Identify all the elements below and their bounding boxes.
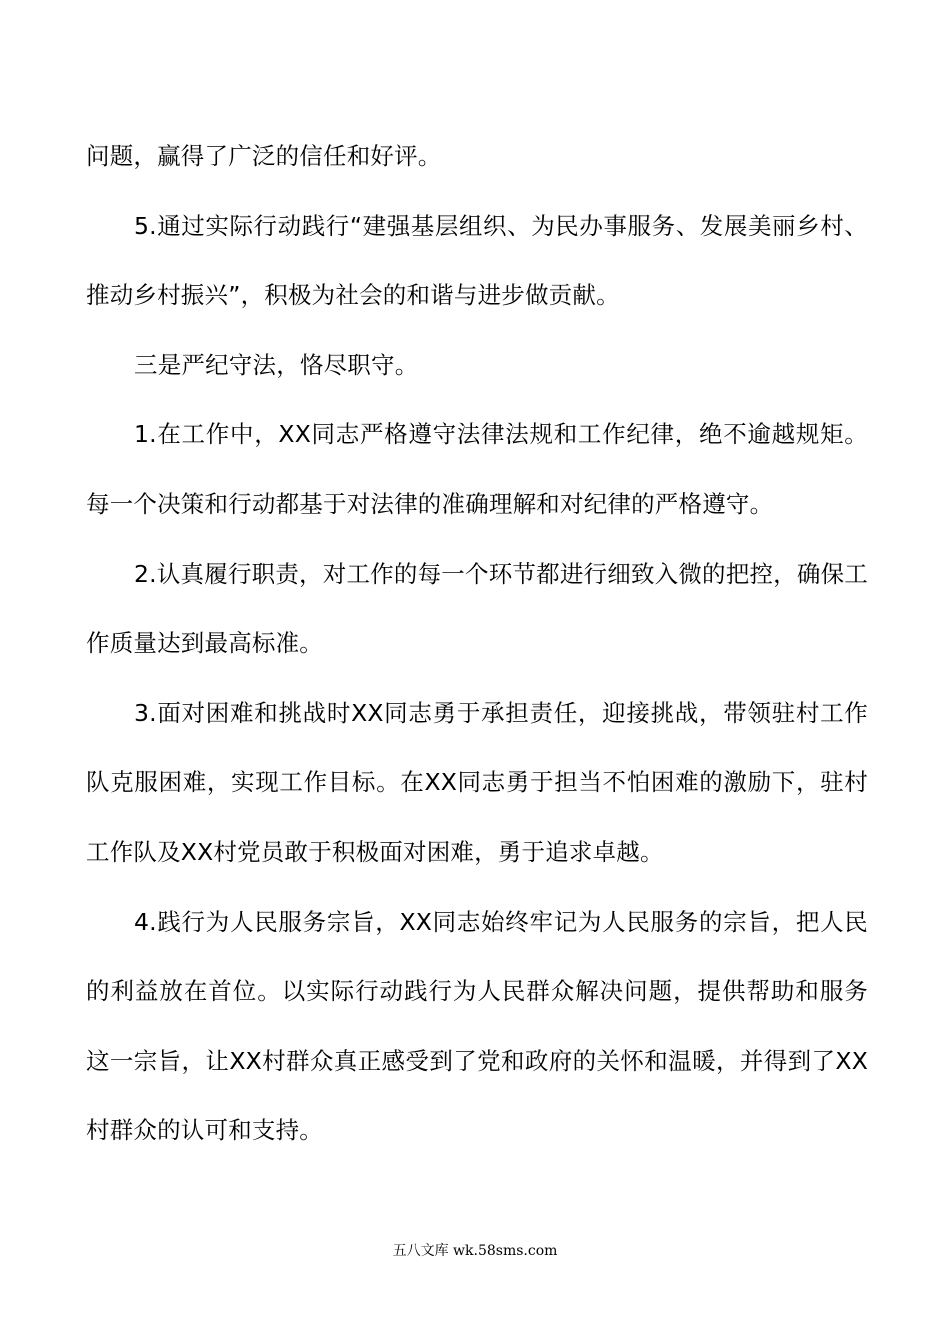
paragraph-continuation: 问题，赢得了广泛的信任和好评。 [86,142,442,170]
paragraph-item-1: 1.在工作中，XX同志严格遵守法律法规和工作纪律，绝不逾越规矩。每一个决策和行动都基于对法律的准确理解和对纪律的严格遵守。 [86,420,868,518]
paragraph-item-3: 3.面对困难和挑战时XX同志勇于承担责任，迎接挑战，带领驻村工作队克服困难，实现工作目标。在XX同志勇于担当不怕困难的激励下，驻村工作队及XX村党员敢于积极面对困难，勇于追求卓越。 [86,698,868,866]
section-heading-3: 三是严纪守法，恪尽职守。 [134,350,419,379]
paragraph-item-4: 4.践行为人民服务宗旨，XX同志始终牢记为人民服务的宗旨，把人民的利益放在首位。以实际行动践行为人民群众解决问题，提供帮助和服务这一宗旨，让XX村群众真正感受到了党和政府的关怀和温暖，并得到了XX村群众的认可和支持。 [86,907,868,1145]
footer-watermark: 五八文库 wk.58sms.com [392,1243,558,1259]
paragraph-item-5: 5.通过实际行动践行“建强基层组织、为民办事服务、发展美丽乡村、推动乡村振兴”，积极为社会的和谐与进步做贡献。 [86,211,868,310]
document-body [86,122,868,1166]
paragraph-item-2: 2.认真履行职责，对工作的每一个环节都进行细致入微的把控，确保工作质量达到最高标准。 [86,559,868,658]
